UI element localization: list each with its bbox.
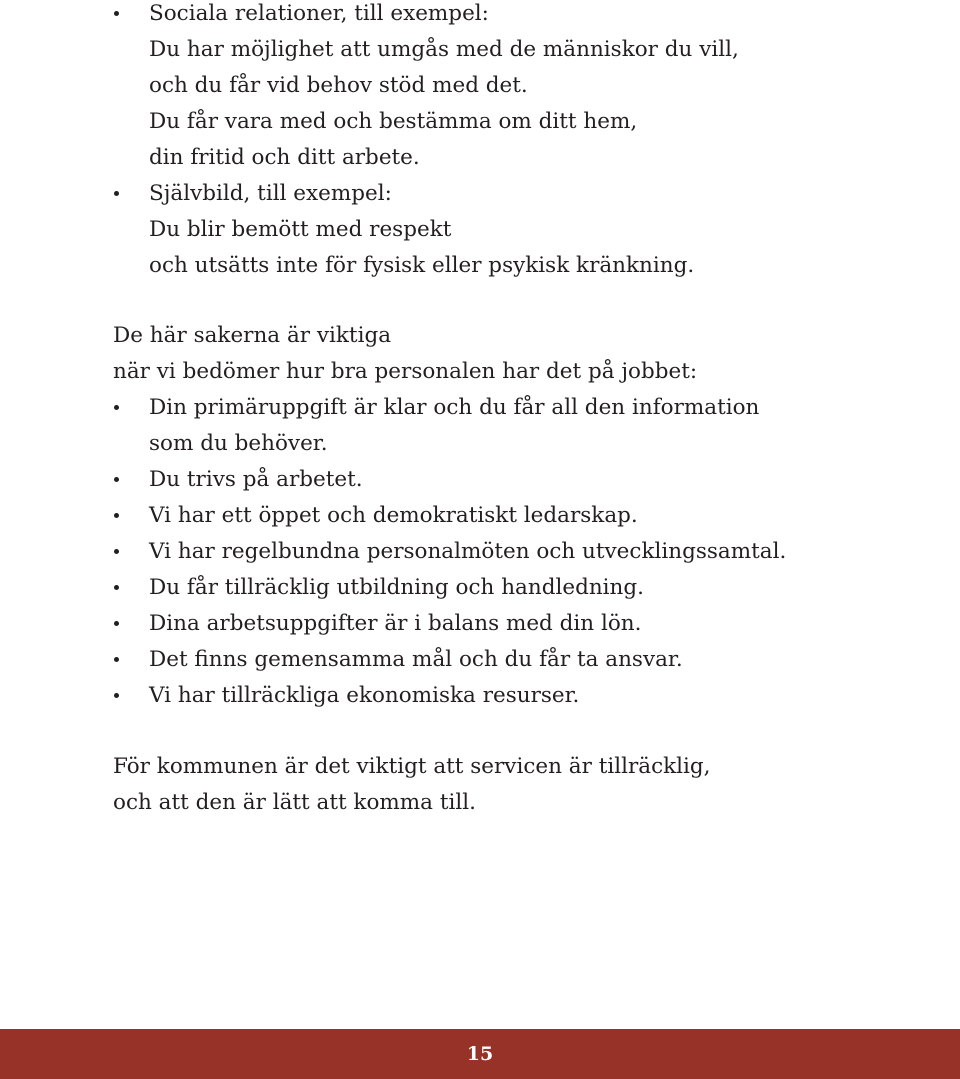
list-item [113, 570, 893, 606]
list-item-text: Din primäruppgift är klar och du får all den information [149, 395, 760, 420]
list-item [113, 606, 893, 642]
list-item-continuation: Du blir bemött med respekt [149, 217, 452, 242]
list-item-text: Du trivs på arbetet. [149, 467, 363, 492]
footer-bar [0, 1029, 960, 1079]
staff-wellbeing-section [113, 318, 893, 714]
list-item [113, 462, 893, 498]
list-item-text: Självbild, till exempel: [149, 181, 392, 206]
list-item-continuation: och utsätts inte för fysisk eller psykisk kränkning. [149, 253, 695, 278]
list-item-text: Vi har ett öppet och demokratiskt ledarskap. [149, 503, 638, 528]
list-item-text: Dina arbetsuppgifter är i balans med din lön. [149, 611, 642, 636]
list-item-continuation: din fritid och ditt arbete. [149, 145, 420, 170]
list-item [113, 678, 893, 714]
list-item [113, 0, 893, 32]
page-number: 15 [466, 1043, 494, 1065]
list-item [113, 498, 893, 534]
list-item [113, 642, 893, 678]
list-item-text: Det finns gemensamma mål och du får ta ansvar. [149, 647, 683, 672]
paragraph-line: och att den är lätt att komma till. [113, 790, 476, 815]
list-item-text: Sociala relationer, till exempel: [149, 1, 489, 26]
list-item [113, 534, 893, 570]
list-item-text: Vi har tillräckliga ekonomiska resurser. [149, 683, 580, 708]
section-intro-line: De här sakerna är viktiga [113, 323, 392, 348]
list-item-text: Vi har regelbundna personalmöten och utvecklingssamtal. [149, 539, 787, 564]
quality-of-life-list [113, 0, 893, 284]
list-item [113, 390, 893, 426]
municipality-paragraph [113, 749, 893, 821]
list-item-continuation: Du har möjlighet att umgås med de människor du vill, [149, 37, 739, 62]
list-item-continuation: Du får vara med och bestämma om ditt hem, [149, 109, 638, 134]
paragraph-line: För kommunen är det viktigt att servicen är tillräcklig, [113, 754, 711, 779]
list-item [113, 176, 893, 212]
list-item-continuation: och du får vid behov stöd med det. [149, 73, 528, 98]
list-item-text: Du får tillräcklig utbildning och handledning. [149, 575, 644, 600]
section-intro-line: när vi bedömer hur bra personalen har det på jobbet: [113, 359, 698, 384]
list-item-continuation: som du behöver. [149, 431, 328, 456]
